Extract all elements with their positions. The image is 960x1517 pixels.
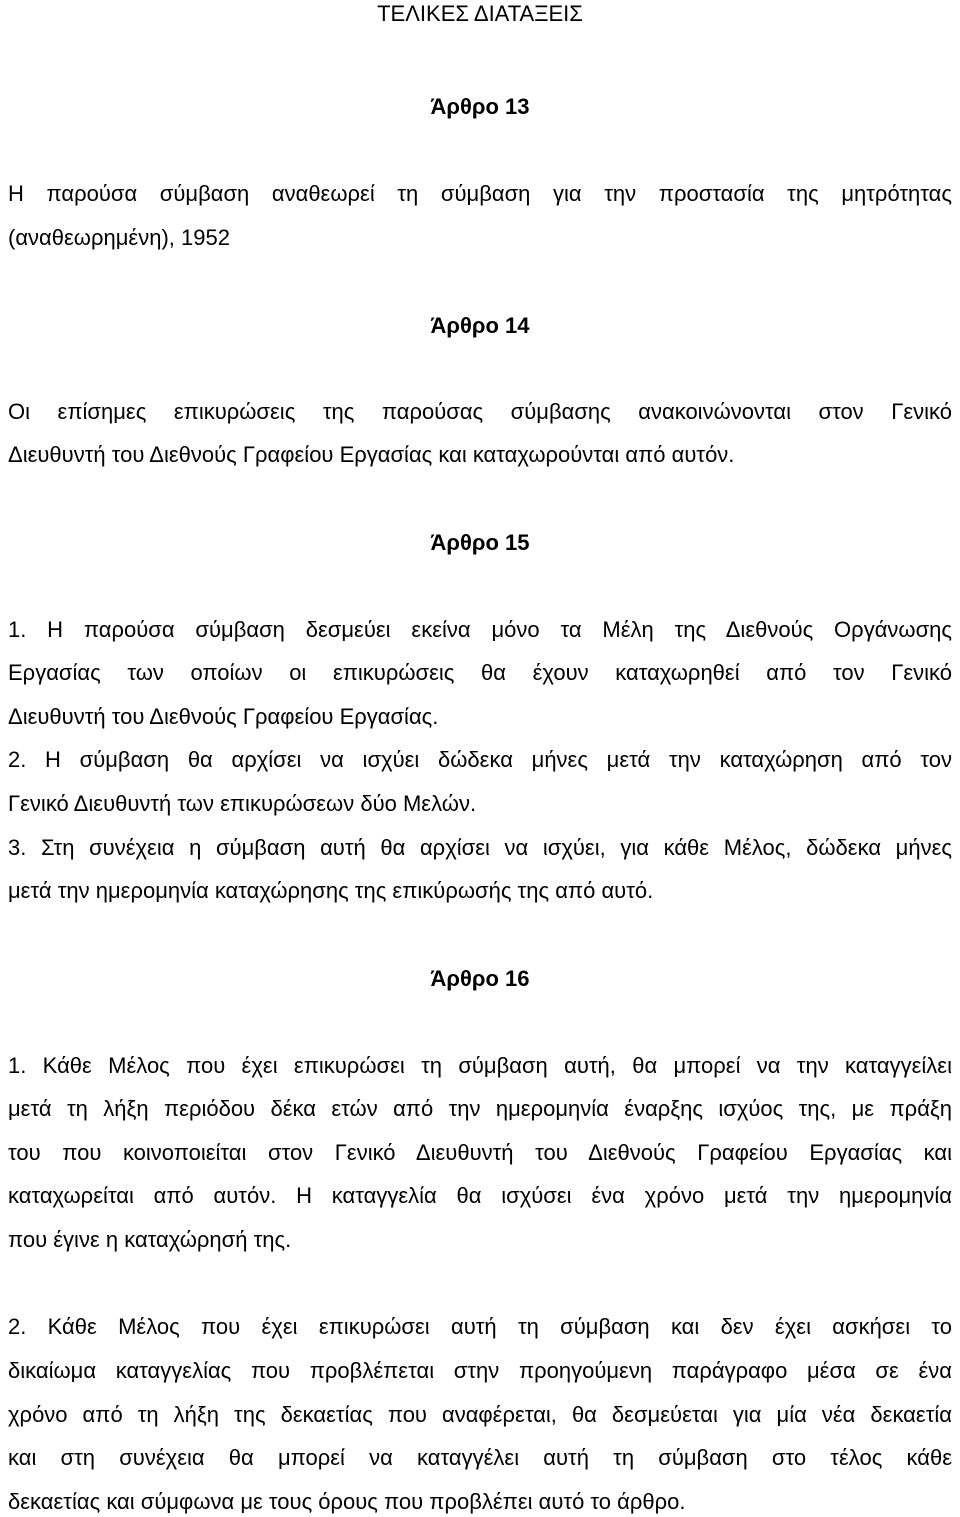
article-16-line-7: δικαίωμα καταγγελίας που προβλέπεται στην προηγούμενη παράγραφο μέσα σε ένα [8,1358,952,1383]
article-16-line-2: μετά τη λήξη περιόδου δέκα ετών από την ημερομηνία έναρξης ισχύος της, με πράξη [8,1096,952,1121]
article-13-line-1: Η παρούσα σύμβαση αναθεωρεί τη σύμβαση για την προστασία της μητρότητας [8,181,952,206]
article-15-line-7: μετά την ημερομηνία καταχώρησης της επικύρωσής της από αυτό. [8,878,654,903]
article-14-heading: Άρθρο 14 [430,313,530,338]
article-16-line-8: χρόνο από τη λήξη της δεκαετίας που αναφέρεται, θα δεσμεύεται για μία νέα δεκαετία [8,1402,952,1427]
article-15-line-1: 1. Η παρούσα σύμβαση δεσμεύει εκείνα μόνο τα Μέλη της Διεθνούς Οργάνωσης [8,617,952,642]
article-15-line-6: 3. Στη συνέχεια η σύμβαση αυτή θα αρχίσει να ισχύει, για κάθε Μέλος, δώδεκα μήνες [8,835,952,860]
article-15-line-3: Διευθυντή του Διεθνούς Γραφείου Εργασίας. [8,704,439,729]
article-14-line-2: Διευθυντή του Διεθνούς Γραφείου Εργασίας και καταχωρούνται από αυτόν. [8,442,735,467]
article-16-line-1: 1. Κάθε Μέλος που έχει επικυρώσει τη σύμβαση αυτή, θα μπορεί να την καταγγείλει [8,1053,952,1078]
article-15-line-5: Γενικό Διευθυντή των επικυρώσεων δύο Μελών. [8,791,477,816]
article-15-line-4: 2. Η σύμβαση θα αρχίσει να ισχύει δώδεκα μήνες μετά την καταχώρηση από τον [8,747,952,772]
article-13-heading: Άρθρο 13 [430,94,530,119]
article-15-line-2: Εργασίας των οποίων οι επικυρώσεις θα έχουν καταχωρηθεί από τον Γενικό [8,660,952,685]
document-title: ΤΕΛΙΚΕΣ ΔΙΑΤΑΞΕΙΣ [377,1,583,26]
article-16-line-4: καταχωρείται από αυτόν. Η καταγγελία θα ισχύσει ένα χρόνο μετά την ημερομηνία [8,1183,952,1208]
article-13-line-2: (αναθεωρημένη), 1952 [8,225,230,250]
article-16-heading: Άρθρο 16 [430,966,530,991]
article-16-line-6: 2. Κάθε Μέλος που έχει επικυρώσει αυτή τη σύμβαση και δεν έχει ασκήσει το [8,1314,952,1339]
article-15-heading: Άρθρο 15 [430,530,530,555]
article-16-line-5: που έγινε η καταχώρησή της. [8,1227,292,1252]
article-14-line-1: Οι επίσημες επικυρώσεις της παρούσας σύμβασης ανακοινώνονται στον Γενικό [8,399,952,424]
article-16-line-3: του που κοινοποιείται στον Γενικό Διευθυντή του Διεθνούς Γραφείου Εργασίας και [8,1140,952,1165]
article-16-line-9: και στη συνέχεια θα μπορεί να καταγγέλει αυτή τη σύμβαση στο τέλος κάθε [8,1445,952,1470]
article-16-line-10: δεκαετίας και σύμφωνα με τους όρους που προβλέπει αυτό το άρθρο. [8,1489,686,1514]
